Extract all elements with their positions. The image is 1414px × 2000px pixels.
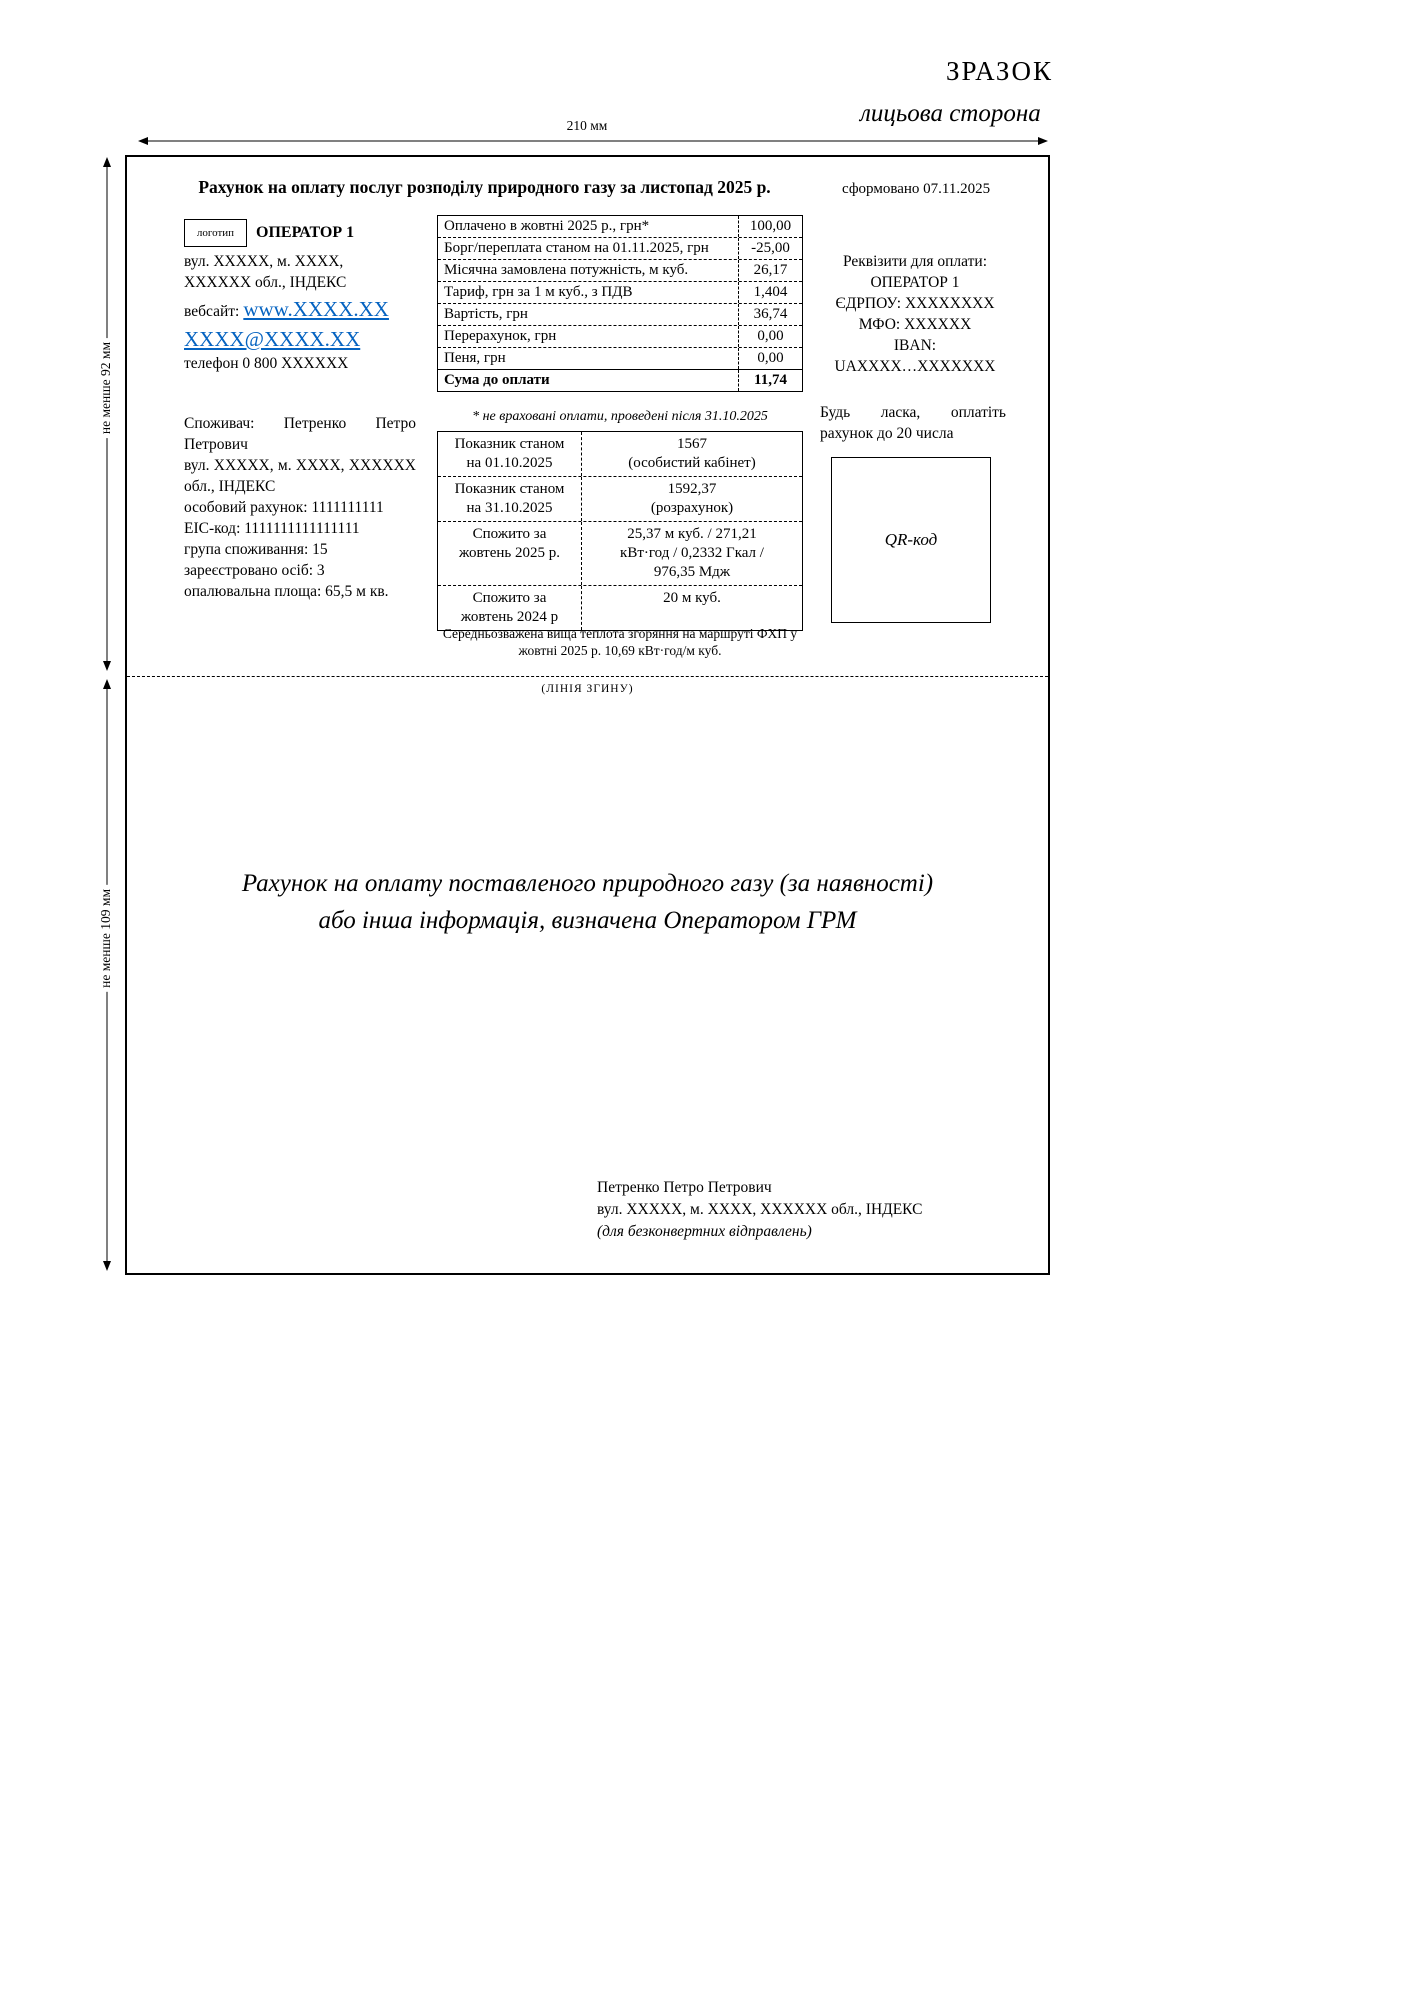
- reading-value-line: 1592,37: [667, 481, 717, 497]
- charges-table: [437, 215, 803, 392]
- side-label: лицьова сторона: [860, 100, 1041, 127]
- table-row: [438, 281, 802, 303]
- table-row: [438, 585, 802, 630]
- charge-value: 0,00: [738, 326, 802, 347]
- operator-address-line1: вул. XXXXX, м. XXXX,: [184, 253, 344, 270]
- reading-label-line: жовтень 2025 р.: [458, 545, 561, 561]
- invoice-document: [125, 155, 1050, 1275]
- charges-footnote: * не враховані оплати, проведені після 31.10.2025: [472, 409, 768, 424]
- operator-phone: телефон 0 800 XXXXXX: [184, 355, 349, 372]
- reading-label: [438, 432, 581, 476]
- recipient-note: (для безконвертних відправлень): [597, 1223, 812, 1240]
- payment-mfo: МФО: XXXXXX: [858, 316, 972, 333]
- table-row: [438, 216, 802, 237]
- consumer-block: [184, 413, 416, 602]
- consumer-line: зареєстровано осіб: 3: [184, 562, 325, 579]
- reading-value-line: кВт·год / 0,2332 Гкал /: [620, 545, 764, 561]
- charge-label: Перерахунок, грн: [444, 328, 557, 344]
- table-row: [438, 347, 802, 369]
- reading-label-line: на 31.10.2025: [466, 500, 553, 516]
- total-value: 11,74: [738, 370, 802, 391]
- reading-label: [438, 477, 581, 521]
- sample-label: ЗРАЗОК: [946, 56, 1053, 86]
- charge-value: 0,00: [738, 348, 802, 369]
- reading-value-line: 20 м куб.: [663, 590, 721, 606]
- recipient-block: [597, 1177, 922, 1243]
- charge-value: 36,74: [738, 304, 802, 325]
- website-link[interactable]: www.XXXX.XX: [243, 297, 389, 321]
- consumer-line: Споживач: Петренко Петро Петрович: [184, 415, 416, 453]
- table-row: [438, 432, 802, 476]
- reading-label-line: на 01.10.2025: [466, 455, 553, 471]
- charge-value: 100,00: [738, 216, 802, 237]
- reading-label-line: Спожито за: [472, 590, 547, 606]
- invoice-title: Рахунок на оплату послуг розподілу природного газу за листопад 2025 р.: [198, 177, 771, 197]
- lower-height-dimension-label: не менше 109 мм: [98, 885, 114, 992]
- operator-logo-placeholder: [184, 219, 247, 247]
- fold-line: [127, 676, 1048, 677]
- payment-edrpou: ЄДРПОУ: XXXXXXXX: [835, 295, 995, 312]
- table-row: [438, 303, 802, 325]
- table-row: [438, 476, 802, 521]
- payment-details: [815, 251, 1015, 377]
- table-row: [438, 237, 802, 259]
- width-dimension-arrow: [138, 135, 1048, 147]
- charge-value: 26,17: [738, 260, 802, 281]
- charge-value: 1,404: [738, 282, 802, 303]
- payment-iban: UAXXXX…XXXXXXX: [834, 358, 996, 375]
- payment-title: Реквізити для оплати:: [842, 253, 988, 270]
- charge-label: Вартість, грн: [444, 306, 528, 322]
- reading-value-line: 976,35 Мдж: [653, 564, 731, 580]
- total-label: Сума до оплати: [444, 372, 550, 388]
- qr-label: QR-код: [884, 530, 938, 549]
- operator-address-line2: XXXXXX обл., ІНДЕКС: [184, 274, 347, 291]
- reading-label: [438, 522, 581, 585]
- payment-reminder: Будь ласка, оплатіть рахунок до 20 числа: [820, 404, 1006, 442]
- reading-value: [581, 586, 802, 630]
- recipient-address: вул. XXXXX, м. XXXX, XXXXXX обл., ІНДЕКС: [597, 1201, 923, 1218]
- website-label: вебсайт:: [184, 303, 240, 320]
- reading-label: [438, 586, 581, 630]
- payment-operator: ОПЕРАТОР 1: [870, 274, 960, 291]
- reading-value-line: (розрахунок): [650, 500, 734, 516]
- logo-label: логотип: [196, 227, 235, 239]
- table-row: [438, 259, 802, 281]
- lower-text-line1: Рахунок на оплату поставленого природного газу (за наявності): [241, 870, 934, 897]
- qr-code-placeholder: [831, 457, 991, 623]
- generated-date: сформовано 07.11.2025: [842, 181, 991, 197]
- lower-section-text: [127, 865, 1048, 939]
- fold-label: (ЛІНІЯ ЗГИНУ): [541, 683, 634, 695]
- charge-label: Місячна замовлена потужність, м куб.: [444, 262, 689, 278]
- charge-label: Борг/переплата станом на 01.11.2025, грн: [444, 240, 709, 256]
- operator-website-row: [184, 297, 389, 322]
- readings-table: [437, 431, 803, 631]
- reading-label-line: жовтень 2024 р: [460, 609, 559, 625]
- email-link[interactable]: XXXX@XXXX.XX: [184, 327, 361, 351]
- consumer-line: опалювальна площа: 65,5 м кв.: [184, 583, 389, 600]
- width-dimension-label: 210 мм: [566, 118, 608, 133]
- reading-value: [581, 432, 802, 476]
- reading-value: [581, 477, 802, 521]
- upper-height-dimension-label: не менше 92 мм: [98, 338, 114, 438]
- consumer-line: особовий рахунок: 1111111111: [184, 499, 384, 516]
- reading-label-line: Показник станом: [454, 481, 565, 497]
- table-row: [438, 521, 802, 585]
- charge-label: Тариф, грн за 1 м куб., з ПДВ: [444, 284, 633, 300]
- reading-label-line: Показник станом: [454, 436, 565, 452]
- reading-label-line: Спожито за: [472, 526, 547, 542]
- charge-value: -25,00: [738, 238, 802, 259]
- reading-value-line: (особистий кабінет): [628, 455, 756, 471]
- reading-value-line: 25,37 м куб. / 271,21: [627, 526, 757, 542]
- reading-value-line: 1567: [677, 436, 707, 452]
- consumer-line: група споживання: 15: [184, 541, 328, 558]
- total-row: [438, 369, 802, 391]
- operator-name: ОПЕРАТОР 1: [256, 224, 355, 241]
- payment-iban-label: IBAN:: [893, 337, 937, 354]
- consumer-line: ЕІС-код: 1111111111111111: [184, 520, 360, 537]
- consumer-line: вул. XXXXX, м. XXXX, XXXXXX обл., ІНДЕКС: [184, 457, 416, 495]
- lower-text-line2: або інша інформація, визначена Оператором ГРМ: [318, 907, 857, 934]
- reading-value: [581, 522, 802, 585]
- table-row: [438, 325, 802, 347]
- charge-label: Оплачено в жовтні 2025 р., грн*: [444, 218, 650, 234]
- charge-label: Пеня, грн: [444, 350, 506, 366]
- recipient-name: Петренко Петро Петрович: [597, 1179, 772, 1196]
- heat-note: Середньозважена вища теплота згоряння на маршруті ФХП у жовтні 2025 р. 10,69 кВт·год/м куб.: [442, 626, 798, 658]
